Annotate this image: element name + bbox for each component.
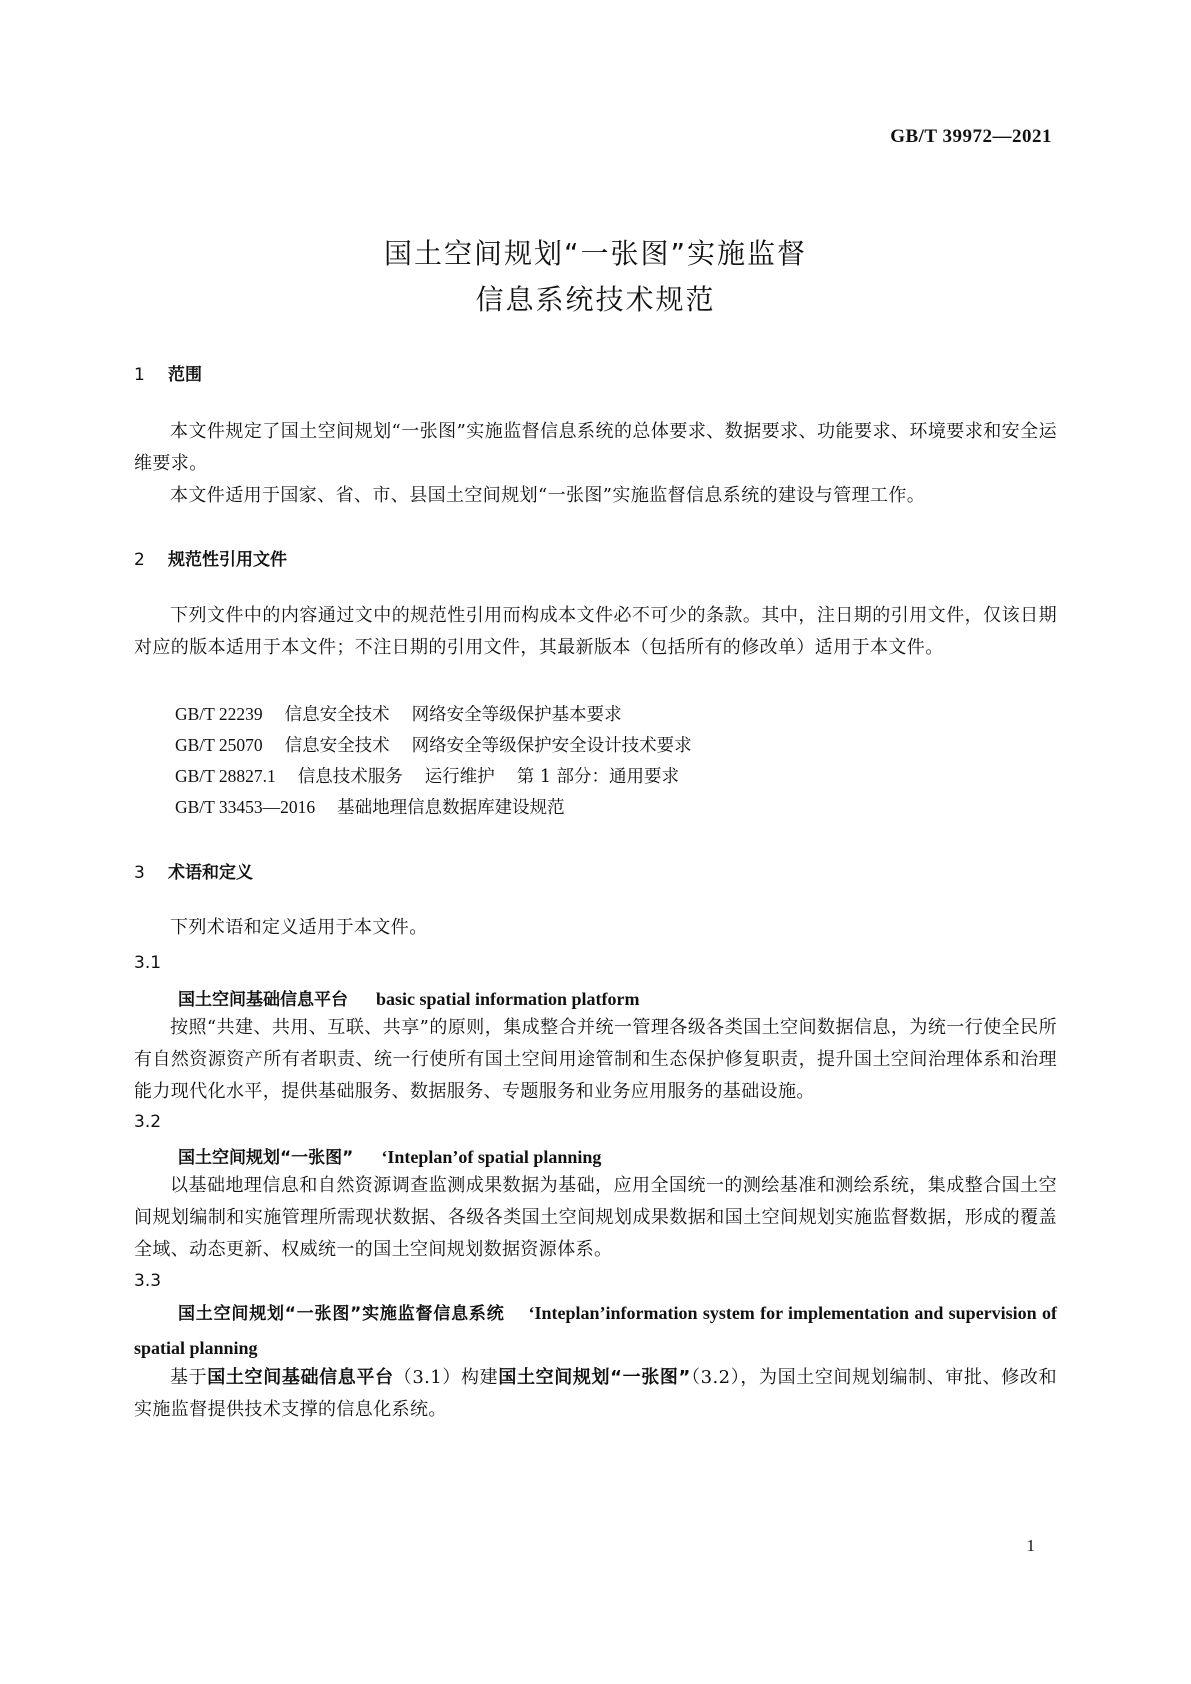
document-title-line-2: 信息系统技术规范 <box>475 283 716 316</box>
reference-title: 运行维护 <box>424 767 495 787</box>
reference-title: 基础地理信息数据库建设规范 <box>337 798 565 818</box>
section-number: 2 <box>134 550 145 570</box>
reference-item <box>175 702 622 727</box>
definition-text: （3.1）构建 <box>393 1367 499 1388</box>
standard-number: GB/T 39972—2021 <box>890 126 1052 147</box>
definition-text: 基于 <box>170 1367 208 1388</box>
term-heading <box>178 1143 601 1168</box>
term-number: 3.1 <box>134 953 162 973</box>
section-number: 3 <box>134 863 145 883</box>
section-number: 1 <box>134 365 145 385</box>
term-heading <box>178 985 640 1010</box>
term-reference: 国土空间规划“一张图” <box>498 1367 691 1388</box>
reference-title: 网络安全等级保护基本要求 <box>411 705 622 725</box>
term-reference: 国土空间基础信息平台 <box>207 1367 394 1388</box>
section-2-heading <box>134 545 287 570</box>
term-english: ‘Inteplan’information system for implementation and supervision of spatial planning <box>134 1303 1057 1358</box>
term-english: ‘Inteplan’of spatial planning <box>381 1147 602 1167</box>
reference-item <box>175 764 679 789</box>
scope-paragraph: 本文件适用于国家、省、市、县国土空间规划“一张图”实施监督信息系统的建设与管理工作。 <box>170 485 926 506</box>
reference-title: 网络安全等级保护安全设计技术要求 <box>411 736 692 756</box>
reference-title: 信息安全技术 <box>284 705 390 725</box>
reference-item <box>175 733 692 758</box>
section-3-heading <box>134 858 253 883</box>
page-number: 1 <box>1026 1536 1035 1555</box>
section-1-heading <box>134 360 202 385</box>
term-chinese: 国土空间规划“一张图” <box>178 1148 354 1168</box>
term-number: 3.2 <box>134 1112 162 1132</box>
scope-paragraph: 本文件规定了国土空间规划“一张图”实施监督信息系统的总体要求、数据要求、功能要求、环境要求和安全运维要求。 <box>134 421 1057 474</box>
reference-code: GB/T 22239 <box>175 704 263 724</box>
reference-title: 信息技术服务 <box>297 767 403 787</box>
term-english: basic spatial information platform <box>376 989 640 1009</box>
term-definition: 以基础地理信息和自然资源调查监测成果数据为基础，应用全国统一的测绘基准和测绘系统，集成整合国土空间规划编制和实施管理所需现状数据、各级各类国土空间规划成果数据和国土空间规划实施监督数据，形成的覆盖全域、动态更新、权威统一的国土空间规划数据资源体系。 <box>134 1175 1057 1260</box>
document-title-line-1: 国土空间规划“一张图”实施监督 <box>383 237 807 270</box>
reference-title: 第 1 部分：通用要求 <box>516 767 680 787</box>
term-number: 3.3 <box>134 1271 162 1291</box>
term-chinese: 国土空间规划“一张图”实施监督信息系统 <box>178 1304 505 1324</box>
term-definition: 按照“共建、共用、互联、共享”的原则，集成整合并统一管理各级各类国土空间数据信息，为统一行使全民所有自然资源资产所有者职责、统一行使所有国土空间用途管制和生态保护修复职责，提升国土空间治理体系和治理能力现代化水平，提供基础服务、数据服务、专题服务和业务应用服务的基础设施。 <box>134 1017 1057 1102</box>
reference-code: GB/T 28827.1 <box>175 766 276 786</box>
section-title: 范围 <box>168 365 202 385</box>
references-intro: 下列文件中的内容通过文中的规范性引用而构成本文件必不可少的条款。其中，注日期的引用文件，仅该日期对应的版本适用于本文件；不注日期的引用文件，其最新版本（包括所有的修改单）适用于本文件。 <box>134 605 1057 658</box>
reference-code: GB/T 33453—2016 <box>175 797 316 817</box>
reference-item <box>175 795 565 820</box>
terms-intro: 下列术语和定义适用于本文件。 <box>170 917 428 938</box>
term-heading <box>134 1296 1057 1366</box>
reference-title: 信息安全技术 <box>284 736 390 756</box>
definition-text: （3.2），为国土空间规划编制、审批、修改和实施监督提供技术支撑的信息化系统。 <box>134 1367 1057 1420</box>
section-title: 规范性引用文件 <box>168 550 287 570</box>
reference-code: GB/T 25070 <box>175 735 263 755</box>
term-definition <box>134 1362 1057 1426</box>
section-title: 术语和定义 <box>168 863 253 883</box>
term-chinese: 国土空间基础信息平台 <box>178 990 348 1010</box>
